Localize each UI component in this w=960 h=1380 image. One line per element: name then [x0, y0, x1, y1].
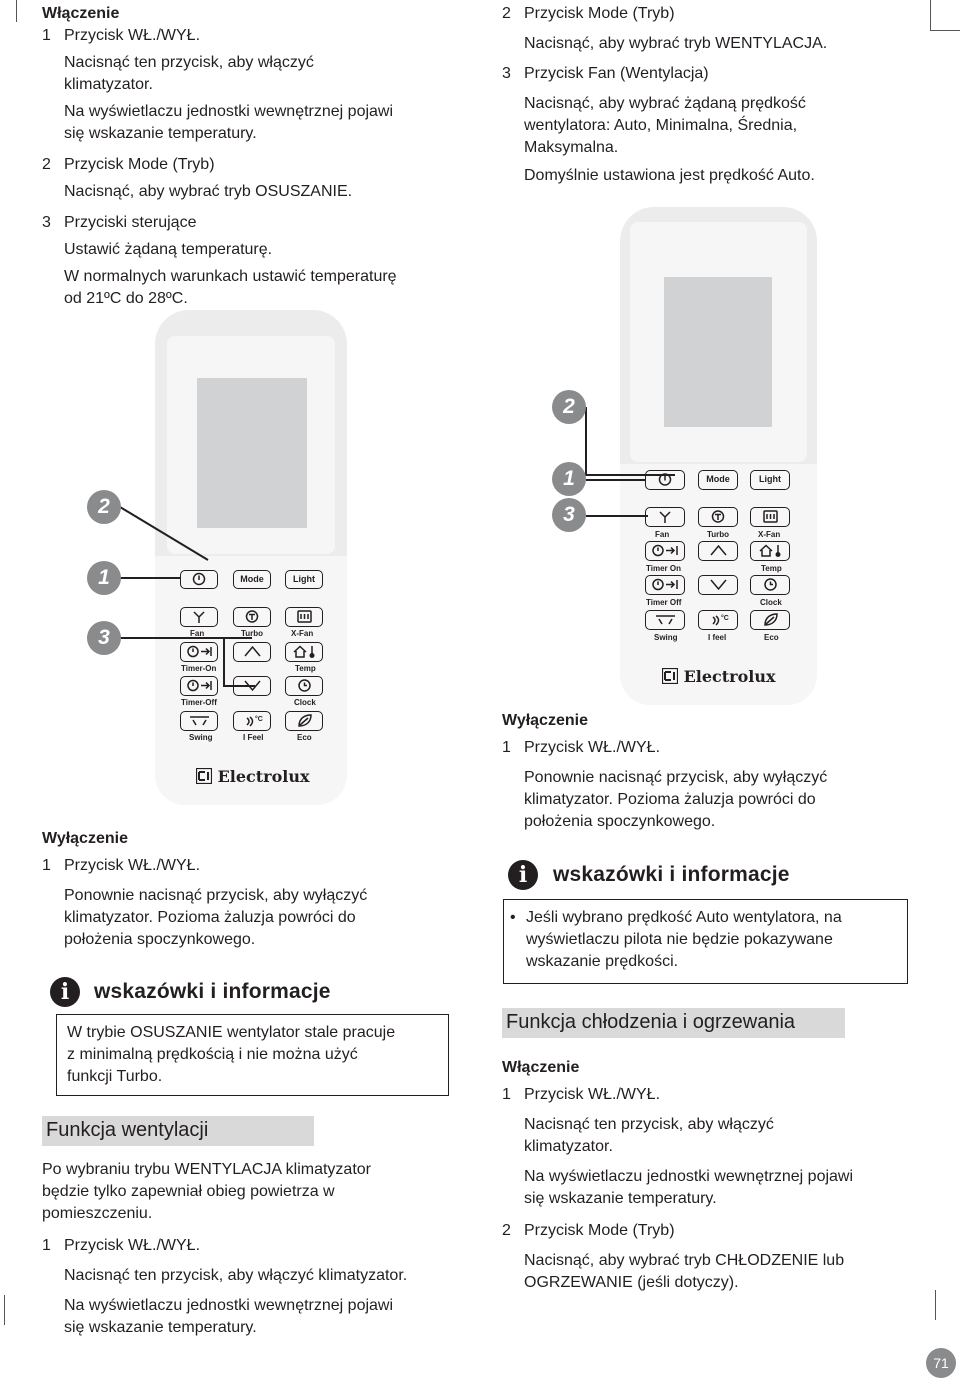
info-icon: i — [508, 860, 538, 890]
step-title: Przycisk Mode (Tryb) — [64, 156, 215, 173]
tips-title: wskazówki i informacje — [94, 980, 331, 1003]
step-desc-line: Nacisnąć, aby wybrać tryb CHŁODZENIE lub — [524, 1252, 845, 1269]
tips-box — [56, 1014, 449, 1096]
step-desc-line: Nacisnąć, aby wybrać tryb OSUSZANIE. — [64, 183, 353, 200]
timer-off-label: Timer Off — [646, 598, 682, 607]
ifeel-button[interactable] — [698, 610, 738, 630]
step-title: Przycisk WŁ./WYŁ. — [524, 739, 661, 756]
mode-button[interactable]: Mode — [698, 470, 738, 490]
step-desc-line: się wskazanie temperatury. — [64, 125, 257, 142]
section-heading-off: Wyłączenie — [502, 712, 588, 729]
eco-button[interactable] — [750, 610, 790, 630]
step-number: 1 — [42, 27, 51, 44]
step-desc-line: się wskazanie temperatury. — [524, 1190, 717, 1207]
leaf-icon — [752, 611, 789, 628]
step-title: Przycisk WŁ./WYŁ. — [64, 27, 201, 44]
step-desc-line: Domyślnie ustawiona jest prędkość Auto. — [524, 167, 815, 184]
swing-icon — [647, 611, 684, 628]
step-2 — [502, 3, 922, 55]
step-desc-line: Nacisnąć, aby wybrać żądaną prędkość — [524, 95, 806, 112]
light-button[interactable]: Light — [285, 570, 323, 589]
ifeel-label: I Feel — [243, 733, 264, 742]
tips-line: W trybie OSUSZANIE wentylator stale pracuje — [67, 1024, 396, 1041]
timer-off-label: Timer-Off — [181, 698, 217, 707]
step-desc-line: Ustawić żądaną temperaturę. — [64, 241, 273, 258]
step-3 — [502, 63, 922, 187]
home-thermometer-icon — [752, 542, 789, 559]
callout-1: 1 — [87, 561, 121, 595]
step-title: Przycisk WŁ./WYŁ. — [64, 1237, 201, 1254]
temp-down-button[interactable] — [698, 575, 738, 595]
step-desc-line: klimatyzator. Pozioma żaluzja powróci do — [64, 909, 356, 926]
info-icon: i — [50, 977, 80, 1007]
electrolux-logo — [662, 667, 776, 686]
brand-text: Electrolux — [217, 767, 310, 786]
cooling-block — [502, 1057, 922, 1294]
step-desc-line: Ponownie nacisnąć przycisk, aby wyłączyć — [64, 887, 368, 904]
swing-button[interactable] — [645, 610, 685, 630]
right-off-block — [502, 710, 922, 833]
fan-label: Fan — [655, 530, 670, 539]
step-desc-line: Maksymalna. — [524, 139, 619, 156]
ifeel-icon — [700, 611, 737, 628]
step-desc-line: OGRZEWANIE (jeśli dotyczy). — [524, 1274, 739, 1291]
step-desc-line: klimatyzator. — [524, 1138, 613, 1155]
left-off-block — [42, 828, 462, 951]
step-desc-line: się wskazanie temperatury. — [64, 1319, 257, 1336]
section-heading-on: Włączenie — [42, 5, 120, 22]
step-desc-line: klimatyzator. Pozioma żaluzja powróci do — [524, 791, 816, 808]
light-button[interactable]: Light — [750, 470, 790, 490]
brand-text: Electrolux — [683, 667, 776, 686]
turbo-label: Turbo — [707, 530, 730, 539]
tips-text — [67, 1022, 395, 1088]
step-desc-line: W normalnych warunkach ustawić temperaturę — [64, 268, 397, 285]
clock-icon — [752, 576, 789, 593]
eco-label: Eco — [297, 733, 312, 742]
tips-line: funkcji Turbo. — [67, 1068, 163, 1085]
step-desc-line: Na wyświetlaczu jednostki wewnętrznej pojawi — [64, 1297, 394, 1314]
step-desc-line: Ponownie nacisnąć przycisk, aby wyłączyć — [524, 769, 828, 786]
home-temp-button[interactable] — [750, 541, 790, 561]
step-1 — [42, 855, 462, 951]
timer-off-button[interactable] — [645, 575, 685, 595]
tips-line: Jeśli wybrano prędkość Auto wentylatora, na — [526, 909, 842, 926]
step-number: 1 — [42, 857, 51, 874]
step-1 — [502, 1084, 922, 1210]
intro-line: pomieszczeniu. — [42, 1205, 153, 1222]
step-number: 1 — [42, 1237, 51, 1254]
step-number: 1 — [502, 1086, 511, 1103]
tips-rule — [503, 899, 908, 900]
step-1 — [502, 737, 922, 833]
timer-on-icon — [647, 542, 684, 559]
arrow-up-icon — [700, 542, 737, 559]
timer-on-button[interactable] — [645, 541, 685, 561]
step-number: 3 — [502, 65, 511, 82]
timer-off-icon — [647, 576, 684, 593]
mode-button[interactable]: Mode — [233, 570, 271, 589]
step-number: 2 — [502, 1222, 511, 1239]
temp-up-button[interactable] — [698, 541, 738, 561]
electrolux-logo-icon — [662, 668, 678, 684]
arrow-down-icon — [700, 576, 737, 593]
step-desc-line: Na wyświetlaczu jednostki wewnętrznej pojawi — [524, 1168, 854, 1185]
temp-label: Temp — [761, 564, 782, 573]
step-desc-line: wentylatora: Auto, Minimalna, Średnia, — [524, 117, 798, 134]
turbo-label: Turbo — [241, 629, 264, 638]
swing-label: Swing — [189, 733, 213, 742]
tips-box — [503, 899, 908, 984]
callout-2: 2 — [552, 390, 586, 424]
clock-label: Clock — [760, 598, 782, 607]
section-heading-on: Włączenie — [502, 1059, 580, 1076]
timer-on-label: Timer On — [646, 564, 681, 573]
clock-button[interactable] — [750, 575, 790, 595]
step-1 — [42, 1235, 472, 1339]
callout-3: 3 — [552, 498, 586, 532]
svg-text:°C: °C — [720, 615, 729, 622]
callout-2: 2 — [87, 490, 121, 524]
xfan-label: X-Fan — [291, 629, 314, 638]
step-desc-line: Nacisnąć, aby wybrać tryb WENTYLACJA. — [524, 35, 828, 52]
step-desc-line: Nacisnąć ten przycisk, aby włączyć — [524, 1116, 774, 1133]
xfan-label: X-Fan — [758, 530, 781, 539]
tips-text — [510, 907, 842, 973]
step-title: Przycisk Mode (Tryb) — [524, 1222, 675, 1239]
step-title: Przycisk Mode (Tryb) — [524, 5, 675, 22]
crop-mark-bottom-right — [935, 1290, 960, 1320]
step-title: Przycisk WŁ./WYŁ. — [524, 1086, 661, 1103]
tips-line: z minimalną prędkością i nie można użyć — [67, 1046, 358, 1063]
timer-on-label: Timer-On — [181, 664, 217, 673]
step-desc-line: położenia spoczynkowego. — [524, 813, 716, 830]
callout-lines-right — [480, 380, 780, 540]
eco-label: Eco — [764, 633, 779, 642]
step-desc-line: Na wyświetlaczu jednostki wewnętrznej pojawi — [64, 103, 394, 120]
step-number: 2 — [42, 156, 51, 173]
tips-bullet: • — [510, 909, 516, 926]
callout-3: 3 — [87, 621, 121, 655]
section-heading-off: Wyłączenie — [42, 830, 128, 847]
tips-title: wskazówki i informacje — [553, 863, 790, 886]
step-number: 2 — [502, 5, 511, 22]
crop-mark-top-right — [930, 0, 960, 31]
tips-rule — [56, 1014, 449, 1015]
swing-label: Swing — [654, 633, 678, 642]
temp-label: Temp — [295, 664, 316, 673]
section-title-cooling-heating: Funkcja chłodzenia i ogrzewania — [502, 1008, 845, 1038]
step-desc-line: Nacisnąć ten przycisk, aby włączyć — [64, 54, 314, 71]
intro-line: Po wybraniu trybu WENTYLACJA klimatyzator — [42, 1161, 371, 1178]
tips-line: wyświetlaczu pilota nie będzie pokazywane — [526, 931, 833, 948]
step-number: 3 — [42, 214, 51, 231]
svg-text:°C: °C — [254, 716, 263, 723]
section-title-ventilation: Funkcja wentylacji — [42, 1116, 314, 1146]
step-desc-line: położenia spoczynkowego. — [64, 931, 256, 948]
step-2 — [502, 1220, 922, 1294]
intro-line: będzie tylko zapewniał obieg powietrza w — [42, 1183, 335, 1200]
step-desc-line: od 21ºC do 28ºC. — [64, 290, 188, 307]
right-top-block — [502, 3, 922, 187]
step-number: 1 — [502, 739, 511, 756]
ventilation-block — [42, 1159, 472, 1339]
tips-line: wskazanie prędkości. — [526, 953, 679, 970]
callout-1: 1 — [552, 462, 586, 496]
step-title: Przyciski sterujące — [64, 214, 197, 231]
callout-lines-left — [0, 0, 480, 820]
page-number: 71 — [926, 1348, 956, 1378]
ifeel-label: I feel — [708, 633, 727, 642]
clock-label: Clock — [294, 698, 316, 707]
crop-mark-bottom-left — [4, 1295, 6, 1325]
step-desc-line: Nacisnąć ten przycisk, aby włączyć klimatyzator. — [64, 1267, 408, 1284]
step-title: Przycisk Fan (Wentylacja) — [524, 65, 709, 82]
step-desc-line: klimatyzator. — [64, 76, 153, 93]
step-title: Przycisk WŁ./WYŁ. — [64, 857, 201, 874]
fan-label: Fan — [190, 629, 205, 638]
